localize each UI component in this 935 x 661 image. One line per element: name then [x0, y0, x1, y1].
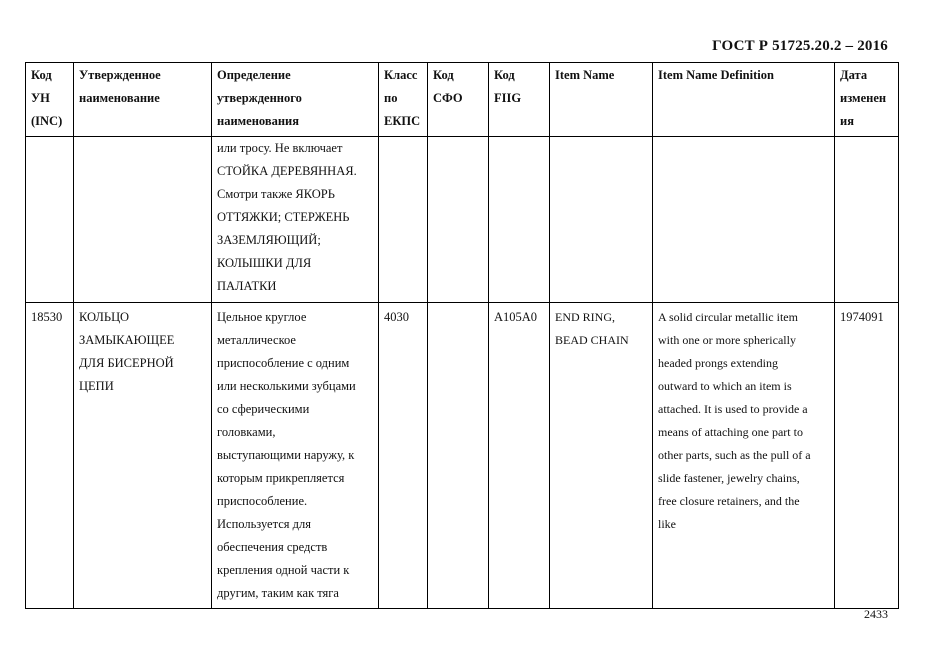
- cell-date: 1974091: [835, 303, 899, 609]
- cell-definition-ru: Цельное круглое металлическое приспособление с одним или несколькими зубцами со сферическими головками, выступающими наружу, к которым прикрепляется приспособление. Используется для обеспечения средств крепления одной части к другим, таким как тяга: [212, 303, 379, 609]
- cell-fiig: [489, 137, 550, 303]
- page-number: 2433: [864, 607, 888, 621]
- cell-item-name: [550, 137, 653, 303]
- header-item-name: Item Name: [550, 63, 653, 137]
- catalog-table: [25, 62, 899, 609]
- header-sfo-code: Код СФО: [428, 63, 489, 137]
- header-item-name-definition: Item Name Definition: [653, 63, 835, 137]
- cell-class: 4030: [379, 303, 428, 609]
- header-ekps-class: Класс по ЕКПС: [379, 63, 428, 137]
- cell-sfo: [428, 303, 489, 609]
- cell-class: [379, 137, 428, 303]
- cell-sfo: [428, 137, 489, 303]
- header-inc: Код УН (INC): [26, 63, 74, 137]
- table-row-continuation: [26, 137, 899, 303]
- cell-fiig: A105A0: [489, 303, 550, 609]
- document-standard-code: ГОСТ Р 51725.20.2 – 2016: [712, 38, 888, 54]
- cell-name-ru: КОЛЬЦО ЗАМЫКАЮЩЕЕ ДЛЯ БИСЕРНОЙ ЦЕПИ: [74, 303, 212, 609]
- table-row: [26, 303, 899, 609]
- cell-item-definition: A solid circular metallic item with one or more spherically headed prongs extending outward to which an item is attached. It is used to provide a means of attaching one part to other parts, such as the pull of a slide fastener, jewelry chains, free closure retainers, and the like: [653, 303, 835, 609]
- header-change-date: Дата изменен ия: [835, 63, 899, 137]
- cell-item-definition: [653, 137, 835, 303]
- cell-definition-ru: или тросу. Не включает СТОЙКА ДЕРЕВЯННАЯ. Смотри также ЯКОРЬ ОТТЯЖКИ; СТЕРЖЕНЬ ЗАЗЕМЛЯЮЩИЙ; КОЛЫШКИ ДЛЯ ПАЛАТКИ: [212, 137, 379, 303]
- cell-item-name: END RING, BEAD CHAIN: [550, 303, 653, 609]
- header-approved-name: Утвержденное наименование: [74, 63, 212, 137]
- table-header-row: [26, 63, 899, 137]
- header-name-definition: Определение утвержденного наименования: [212, 63, 379, 137]
- header-fiig-code: Код FIIG: [489, 63, 550, 137]
- cell-inc: 18530: [26, 303, 74, 609]
- cell-date: [835, 137, 899, 303]
- cell-name-ru: [74, 137, 212, 303]
- cell-inc: [26, 137, 74, 303]
